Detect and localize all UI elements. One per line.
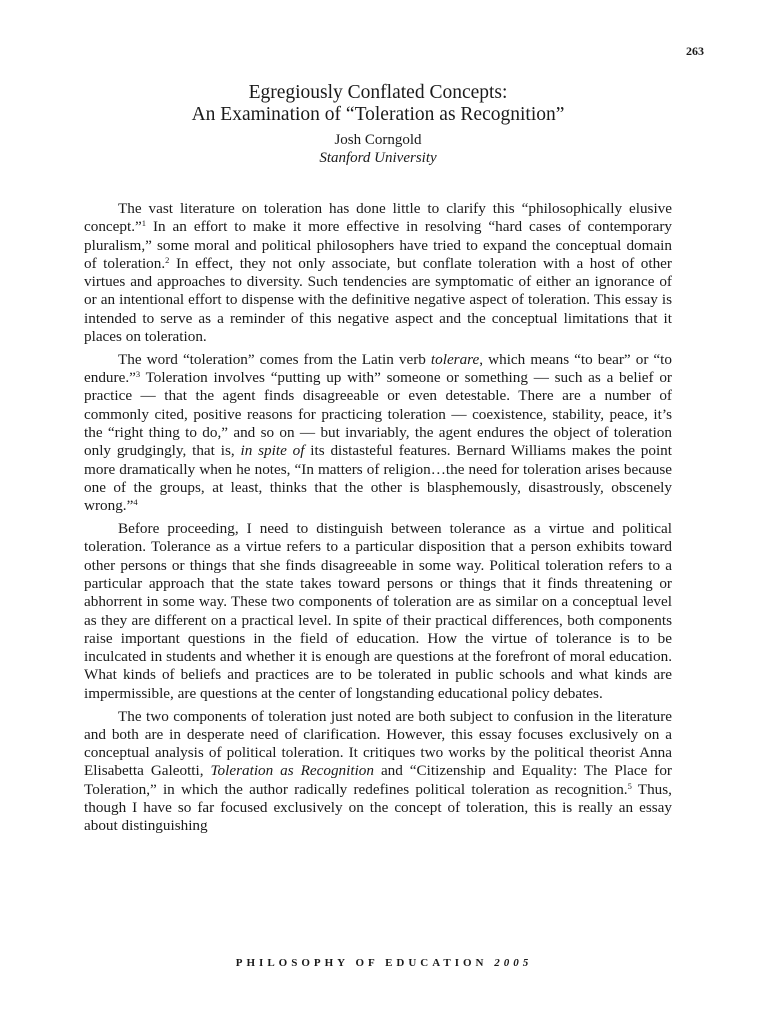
article-body xyxy=(84,200,672,840)
text-run: The word “toleration” comes from the Latin verb xyxy=(118,350,431,368)
article-title xyxy=(84,82,672,126)
text-run: In effect, they not only associate, but conflate toleration with a host of other virtues and approaches to diversity. Such tendencies are symptomatic of either an ignorance of or an intentional effort to dispense with the definitive negative aspect of toleration. This essay is intended to serve as a reminder of this negative aspect and the conceptual limitations that it places on toleration. xyxy=(84,254,672,346)
article-header xyxy=(84,82,672,167)
paragraph-3 xyxy=(84,520,672,703)
journal-name: PHILOSOPHY OF EDUCATION xyxy=(235,957,488,969)
latin-term: tolerare xyxy=(430,350,480,368)
paragraph-4 xyxy=(84,708,672,836)
book-title: Toleration as Recognition xyxy=(210,762,374,780)
author-affiliation: Stanford University xyxy=(319,150,437,166)
footnote-ref-2: 2 xyxy=(165,254,170,265)
text-run: and “Citizenship and Equality: The Place for Toleration,” in which the author radically redefines political toleration as recognition. xyxy=(84,762,672,798)
paragraph-1 xyxy=(84,200,672,346)
footnote-ref-1: 1 xyxy=(141,218,147,229)
paragraph-2 xyxy=(84,351,672,516)
text-run: In an effort to make it more effective in resolving “hard cases of contemporary pluralism,” some moral and political philosophers have tried to expand the conceptual domain of toleration. xyxy=(84,218,672,272)
text-run: , which means “to bear” or “to endure.” xyxy=(84,350,672,387)
text-run: its distasteful features. Bernard Williams makes the point more dramatically when he notes, “In matters of religion…the need for toleration arises because one of the groups, at least, thinks that the other is blasphemously, disastrously, obscenely wrong.” xyxy=(84,442,672,515)
running-footer xyxy=(0,957,768,969)
text-run: Before proceeding, I need to distinguish between tolerance as a virtue and political toleration. Tolerance as a virtue refers to a particular disposition that a person exhibits toward other persons or things that she finds disagreeable in some way. Political toleration refers to a particular approach that the state takes toward persons or things that it finds threatening or abhorrent in some way. These two components of toleration are as similar on a conceptual level as they are different on a practical level. In spite of their practical differences, both components raise important questions in the field of education. How the virtue of tolerance is to be inculcated in students and whether it is enough are questions at the forefront of moral education. What kinds of beliefs and practices are to be tolerated in public schools and what kinds are impermissible, are questions at the center of longstanding educational policy debates. xyxy=(84,520,672,702)
footnote-ref-5: 5 xyxy=(627,780,632,791)
text-run: Thus, though I have so far focused exclusively on the concept of toleration, this is really an essay about distinguishing xyxy=(84,780,672,835)
title-line-1: Egregiously Conflated Concepts: xyxy=(248,82,508,103)
title-line-2: An Examination of “Toleration as Recognition” xyxy=(191,104,565,125)
emphasis: in spite of xyxy=(240,442,305,460)
text-run: Toleration involves “putting up with” someone or something — such as a belief or practice — that the agent finds disagreeable or even detestable. There are a number of commonly cited, positive reasons for practicing toleration — coexistence, stability, peace, it’s the “right thing to do,” and so on — but invariably, the agent endures the object of toleration only grudgingly, that is, xyxy=(84,369,672,460)
footnote-ref-3: 3 xyxy=(135,369,141,380)
journal-year: 2005 xyxy=(494,957,533,969)
footnote-ref-4: 4 xyxy=(133,497,138,508)
page-number: 263 xyxy=(686,44,704,58)
author-name: Josh Corngold xyxy=(334,132,422,148)
text-run: The two components of toleration just noted are both subject to confusion in the literature and both are in desperate need of clarification. However, this essay focuses exclusively on a conceptual analysis of political toleration. It critiques two works by the political theorist Anna Elisabetta Galeotti, xyxy=(84,707,672,780)
text-run: The vast literature on toleration has done little to clarify this “philosophically elusive concept.” xyxy=(84,200,672,236)
